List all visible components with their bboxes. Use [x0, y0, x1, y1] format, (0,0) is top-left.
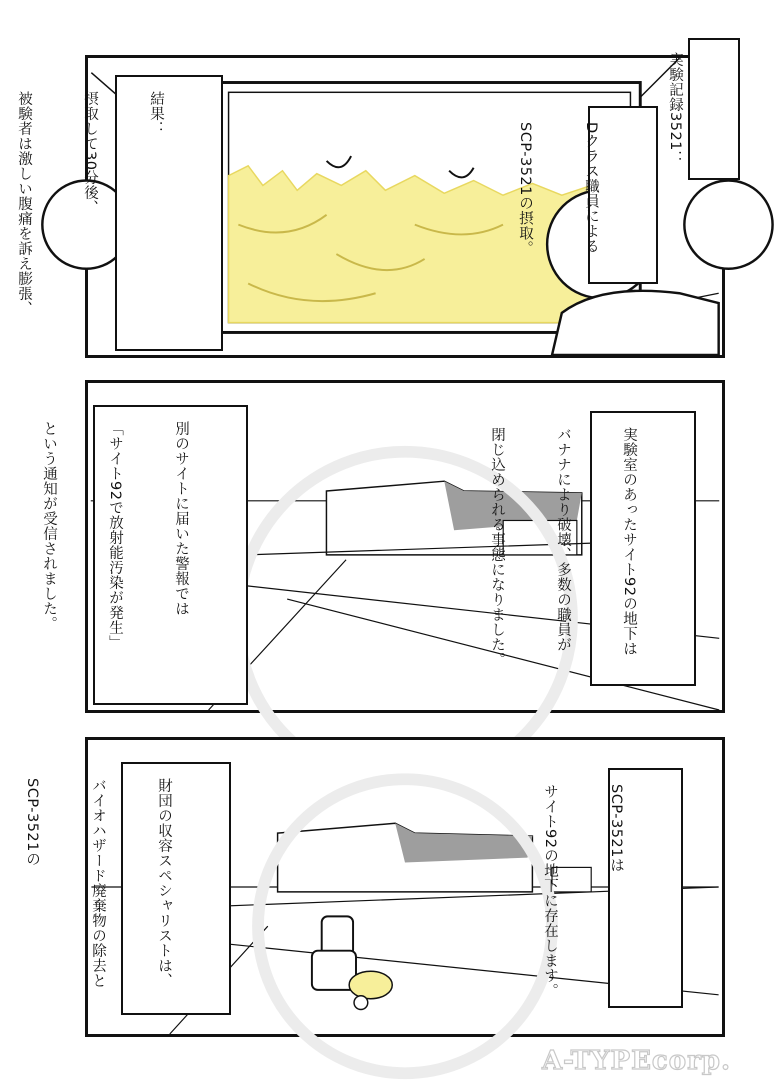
panel-2-caption-right [489, 411, 696, 686]
watermark: A-TYPEcorp. [541, 1046, 731, 1076]
caption-line: バイオハザード廃棄物の除去と [90, 778, 106, 988]
title-text: 実験記録3521： [667, 52, 683, 166]
panel-3-caption-right [542, 768, 683, 1008]
caption-line: 被験者は激しい腹痛を訴え膨張、 [16, 91, 32, 316]
panel-2-caption-left [41, 405, 248, 705]
caption-line: 摂取して30分後、 [82, 91, 98, 216]
caption-line: SCP-3521の摂取。 [517, 122, 533, 256]
panel-1-caption-left [16, 75, 223, 351]
caption-line: 別のサイトに届いた警報では [173, 421, 189, 616]
caption-line: 結果： [148, 91, 164, 136]
caption-line: SCP-3521の [24, 778, 40, 867]
caption-line: SCP-3521は [608, 784, 624, 873]
caption-line: 財団の収容スペシャリストは、 [156, 778, 172, 988]
caption-line: 実験室のあったサイト92の地下は [621, 427, 637, 657]
experiment-log-title [667, 38, 740, 180]
caption-line: 閉じ込められる事態になりました。 [489, 427, 505, 667]
panel-2 [41, 380, 725, 713]
panel-3 [24, 737, 725, 1037]
caption-line: という通知が受信されました。 [41, 421, 57, 631]
caption-line: サイト92の地下に存在します。 [542, 784, 558, 999]
panel-1 [16, 55, 725, 358]
panel-3-caption-left [24, 762, 231, 1015]
caption-line: Dクラス職員による [583, 122, 599, 254]
caption-line: バナナにより破壊、多数の職員が [555, 427, 571, 652]
caption-line: 「サイト92で放射能汚染が発生」 [107, 421, 123, 651]
